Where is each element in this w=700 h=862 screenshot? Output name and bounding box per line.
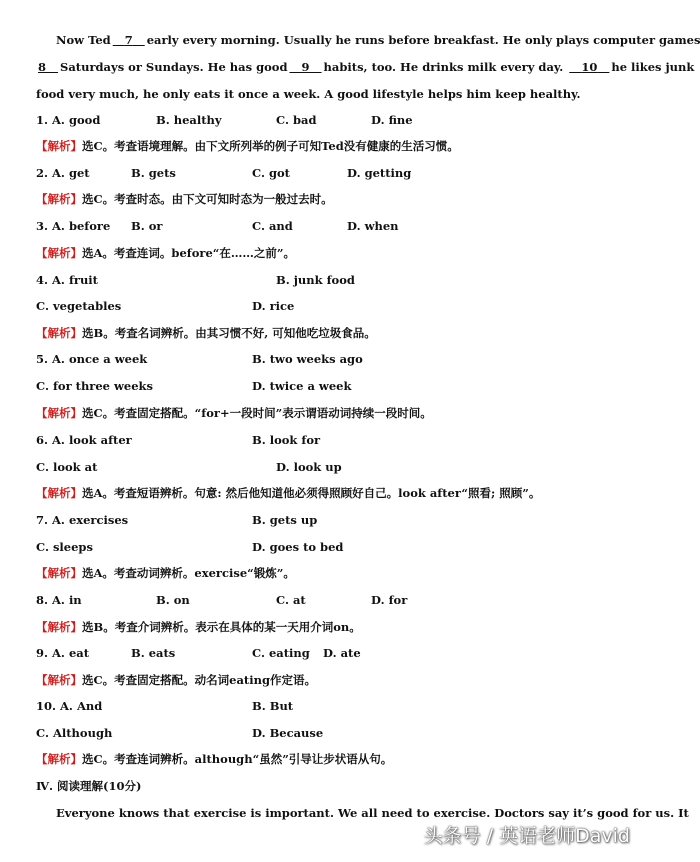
- document-page: Now Ted 7 early every morning. Usually he runs before breakfast. He only plays computer games 8 Saturdays or Sundays. He has good 9 habits, too. He drinks milk every day. 10 he likes junk food very much, he only eats it once a week. A good lifestyle helps him keep healthy. 1. A. good B. healthy C. bad D. fine 【解析】选C。考查语境理解。由下文所列举的例子可知Ted没有健康的生活习惯。 2. A. get B. gets C. got D. getting 【解析】选C。考查时态。由下文可知时态为一般过去时。 3. A. before B. or C. and D. when 【解析】选A。考查连词。before“在……之前”。 4. A. fruit B. junk food C. vegetables D. rice 【解析】选B。考查名词辨析。由其习惯不好, 可知他吃垃圾食品。 5. A. once a week B. two weeks ago C. for three weeks D. twice a week 【解析】选C。考查固定搭配。“for+一段时间”表示谓语动词持续一段时间。 6. A. look after B. look for C. look at D. look up 【解析】选A。考查短语辨析。句意: 然后他知道他必须得照顾好自己。look after“照看; 照顾”。 7. A. exercises B. gets up C. sleeps D. goes to bed 【解析】选A。考查动词辨析。exercise“锻炼”。 8. A. in B. on C. at D. for 【解析】选B。考查介词辨析。表示在具体的某一天用介词on。 9. A. eat B. eats C. eating D. ate 【解析】选C。考查固定搭配。动名词eating作定语。 10. A. And B. But C. Although D. Because 【解析】选C。考查连词辨析。although“虽然”引导让步状语从句。 Ⅳ. 阅读理解(10分) Everyone knows that exercise is important. We all need to exercise. Doctors say it’s good for us. It 头条号 / 英语老师David: [36, 33, 700, 847]
- question-5-analysis: 【解析】选C。考查固定搭配。“for+一段时间”表示谓语动词持续一段时间。: [36, 406, 432, 420]
- question-3-analysis: 【解析】选A。考查连词。before“在……之前”。: [36, 246, 296, 260]
- question-7-analysis: 【解析】选A。考查动词辨析。exercise“锻炼”。: [36, 566, 295, 580]
- blank-10: 10: [581, 60, 598, 74]
- question-2-analysis: 【解析】选C。考查时态。由下文可知时态为一般过去时。: [36, 192, 333, 206]
- blank-7: 7: [124, 33, 133, 47]
- question-10-analysis: 【解析】选C。考查连词辨析。although“虽然”引导让步状语从句。: [36, 752, 393, 766]
- question-6-analysis: 【解析】选A。考查短语辨析。句意: 然后他知道他必须得照顾好自己。look after“照看; 照顾”。: [36, 486, 541, 500]
- watermark: 头条号 / 英语老师David: [423, 825, 630, 847]
- blank-9: 9: [301, 60, 310, 74]
- question-4-analysis: 【解析】选B。考查名词辨析。由其习惯不好, 可知他吃垃圾食品。: [36, 326, 376, 340]
- section-title: Ⅳ. 阅读理解(10分): [36, 779, 142, 793]
- question-1-analysis: 【解析】选C。考查语境理解。由下文所列举的例子可知Ted没有健康的生活习惯。: [36, 139, 459, 153]
- reading-passage-line: Everyone knows that exercise is important. We all need to exercise. Doctors say it’s good for us. It: [56, 806, 689, 820]
- question-8-analysis: 【解析】选B。考查介词辨析。表示在具体的某一天用介词on。: [36, 620, 361, 634]
- passage-line-3: food very much, he only eats it once a week. A good lifestyle helps him keep healthy.: [36, 87, 581, 101]
- passage-line-1: Now Ted 7 early every morning. Usually he runs before breakfast. He only plays computer games: [56, 33, 700, 47]
- passage-line-2: 8 Saturdays or Sundays. He has good 9 habits, too. He drinks milk every day. 10 he likes junk: [38, 60, 695, 74]
- question-9-analysis: 【解析】选C。考查固定搭配。动名词eating作定语。: [36, 673, 317, 687]
- blank-8: 8: [38, 60, 47, 74]
